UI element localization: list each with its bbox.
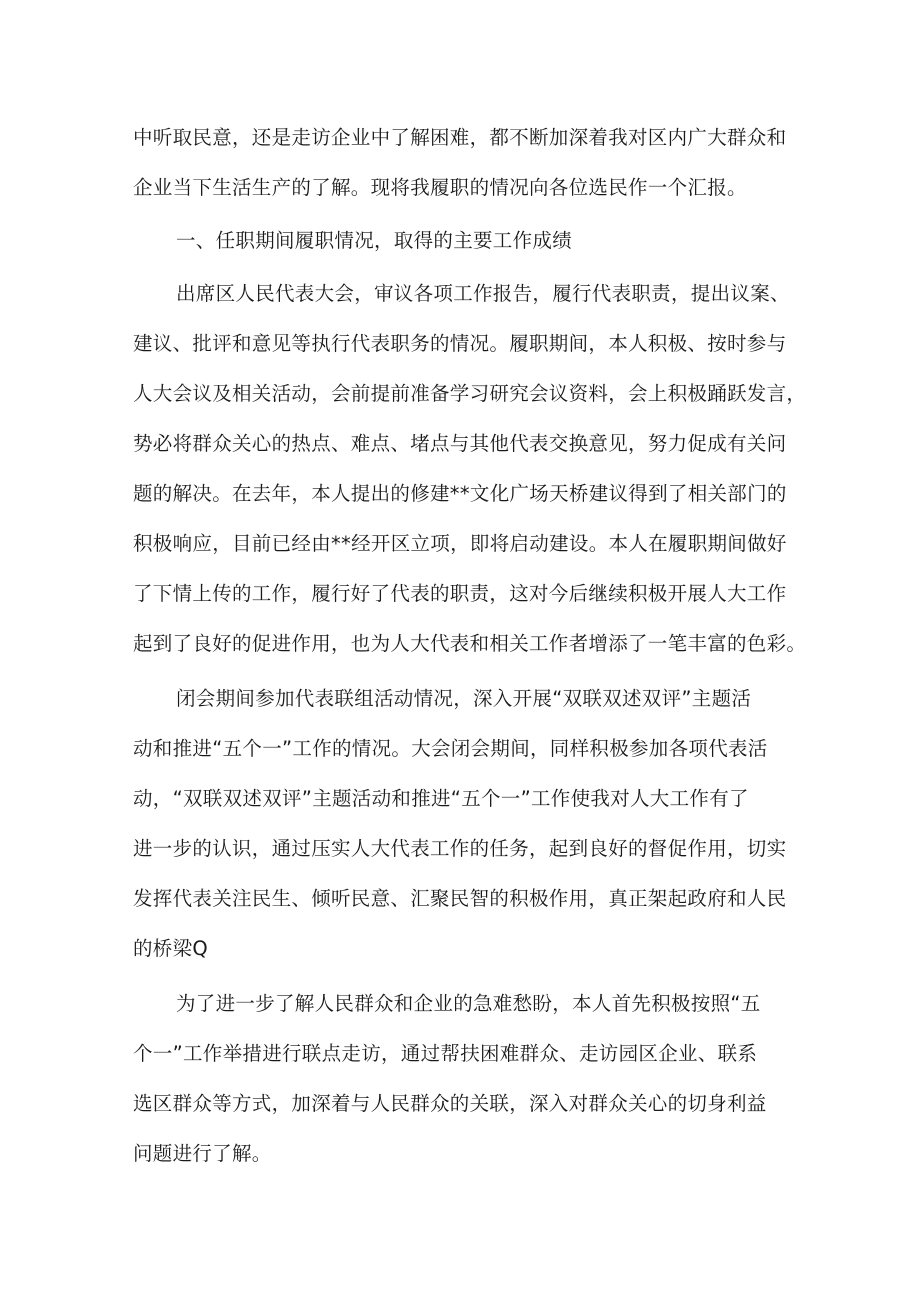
- text-line: 选区群众等方式，加深着与人民群众的关联，深入对群众关心的切身利益: [133, 1092, 767, 1115]
- text-line: 动和推进“五个一”工作的情况。大会闭会期间，同样积极参加各项代表活: [133, 737, 768, 760]
- text-line: 题的解决。在去年，本人提出的修建**文化广场天桥建议得到了相关部门的: [133, 482, 787, 505]
- text-line: 发挥代表关注民生、倾听民意、汇聚民智的积极作用，真正架起政府和人民: [133, 887, 787, 910]
- text-line: 为了进一步了解人民群众和企业的急难愁盼，本人首先积极按照“五: [176, 992, 761, 1015]
- section-heading: 一、任职期间履职情况，取得的主要工作成绩: [176, 229, 573, 252]
- text-line: 个一”工作举措进行联点走访，通过帮扶困难群众、走访园区企业、联系: [133, 1042, 758, 1065]
- text-line: 建议、批评和意见等执行代表职务的情况。履职期间，本人积极、按时参与: [133, 332, 787, 355]
- text-line: 积极响应，目前已经由**经开区立项，即将启动建设。本人在履职期间做好: [133, 532, 787, 555]
- text-line: 中听取民意，还是走访企业中了解困难，都不断加深着我对区内广大群众和: [133, 126, 787, 149]
- text-line: 的桥梁Q: [133, 937, 209, 960]
- text-line: 势必将群众关心的热点、难点、堵点与其他代表交换意见，努力促成有关问: [133, 432, 787, 455]
- text-line: 出席区人民代表大会，审议各项工作报告，履行代表职责，提出议案、: [176, 282, 790, 305]
- text-line: 人大会议及相关活动，会前提前准备学习研究会议资料，会上积极踊跃发言，: [133, 382, 807, 405]
- text-line: 了下情上传的工作，履行好了代表的职责，这对今后继续积极开展人大工作: [133, 582, 787, 605]
- text-line: 企业当下生活生产的了解。现将我履职的情况向各位选民作一个汇报。: [133, 176, 747, 199]
- text-line: 问题进行了解。: [133, 1142, 272, 1165]
- text-line: 动，“双联双述双评”主题活动和推进“五个一”工作使我对人大工作有了: [133, 787, 749, 810]
- text-line: 进一步的认识，通过压实人大代表工作的任务，起到良好的督促作用，切实: [133, 837, 787, 860]
- text-line: 闭会期间参加代表联组活动情况，深入开展“双联双述双评”主题活: [176, 687, 752, 710]
- text-line: 起到了良好的促进作用，也为人大代表和相关工作者增添了一笔丰富的色彩。: [133, 632, 807, 655]
